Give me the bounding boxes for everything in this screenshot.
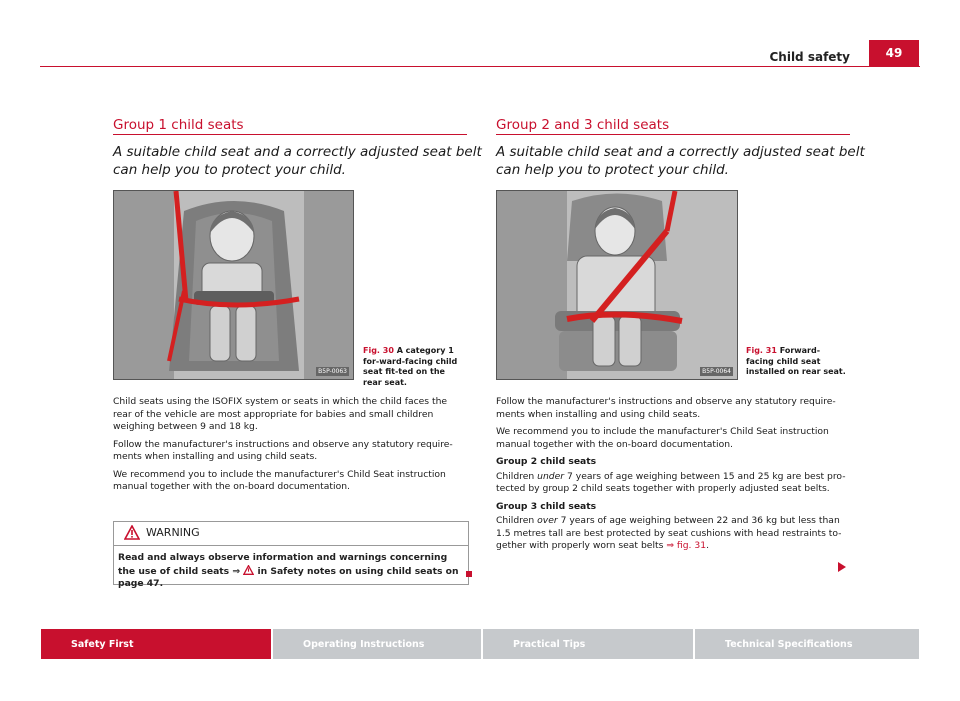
figure-31-number: Fig. 31 [746,346,777,355]
footer-tab-safety-first[interactable]: Safety First [41,629,271,659]
group3-paragraph [496,515,850,553]
figure-30-caption [363,346,463,388]
text-run: 7 years of age weighing between 15 and 25 kg are best pro-tected by group 2 child seats together with properly adjusted seat belts. [496,470,846,494]
text-run: Children [496,470,535,482]
footer-tab-technical-specifications[interactable]: Technical Specifications [695,629,919,659]
group2-heading: Group 2 child seats [496,456,597,467]
footer-tab-practical-tips[interactable]: Practical Tips [483,629,693,659]
header-rule [40,66,920,67]
footer-tab-operating-instructions[interactable]: Operating Instructions [273,629,481,659]
paragraph: We recommend you to include the manufacturer's Child Seat instruction manual together with the on-board documentation. [113,468,446,492]
figure-31-caption [746,346,846,378]
figure-30-number: Fig. 30 [363,346,394,355]
figure-code: B5P-0064 [702,368,731,375]
warning-small-icon [243,565,254,575]
running-header-title: Child safety [769,50,850,64]
child-seat-group1-illustration [114,191,353,379]
page-number: 49 [869,40,919,66]
figure-30-image [113,190,354,380]
warning-text-main: Read and always observe information and warnings concerning the use of child seats [118,552,448,577]
right-body-text [496,396,850,558]
warning-label: WARNING [146,526,200,539]
section-subtitle-left: A suitable child seat and a correctly adjusted seat belt can help you to protect your child. [113,144,482,178]
section-heading-group2-3: Group 2 and 3 child seats [496,117,670,133]
group2-paragraph [496,471,850,496]
text-run: 7 years of age weighing between 22 and 36 kg but less than 1.5 metres tall are best protected by seat cushions with head restraints to-gether with properly worn seat belts [496,515,842,551]
section-subtitle-right: A suitable child seat and a correctly adjusted seat belt can help you to protect your child. [496,144,865,178]
figure-31-image [496,190,738,380]
paragraph: Follow the manufacturer's instructions and observe any statutory require-ments when installing and using child seats. [496,396,836,420]
figure-30-caption-text: A category 1 for-ward-facing child seat fit-ted on the rear seat. [363,346,458,387]
left-body-text [113,396,467,499]
warning-triangle-icon [124,525,140,540]
continue-arrow-icon [838,562,846,572]
warning-box [113,521,469,589]
emphasis: under [537,470,565,482]
figure-code: B5P-0063 [318,368,347,375]
group3-heading: Group 3 child seats [496,500,597,512]
section-rule-right [496,134,850,135]
emphasis: over [537,515,558,526]
end-marker-icon [466,571,472,577]
warning-text [118,552,464,591]
text-run: Children [496,515,535,526]
paragraph: Follow the manufacturer's instructions and observe any statutory require-ments when installing and using child seats. [113,438,453,462]
paragraph: Child seats using the ISOFIX system or seats in which the child faces the rear of the vehicle are most appropriate for babies and small children weighing between 9 and 18 kg. [113,396,448,432]
warning-header [114,522,468,546]
figure-31-caption-text: Forward-facing child seat installed on rear seat. [746,346,846,376]
child-seat-group2-3-illustration [497,191,737,379]
paragraph: We recommend you to include the manufacturer's Child Seat instruction manual together with the on-board documentation. [496,426,829,450]
figure-31-link[interactable]: ⇒ fig. 31 [666,540,707,551]
text-run: . [706,540,710,551]
arrow-ref-icon: ⇒ [232,565,241,577]
warning-text-ref[interactable]: in Safety notes on using child seats on page 47. [118,565,459,589]
section-rule-left [113,134,467,135]
section-heading-group1: Group 1 child seats [113,117,244,133]
